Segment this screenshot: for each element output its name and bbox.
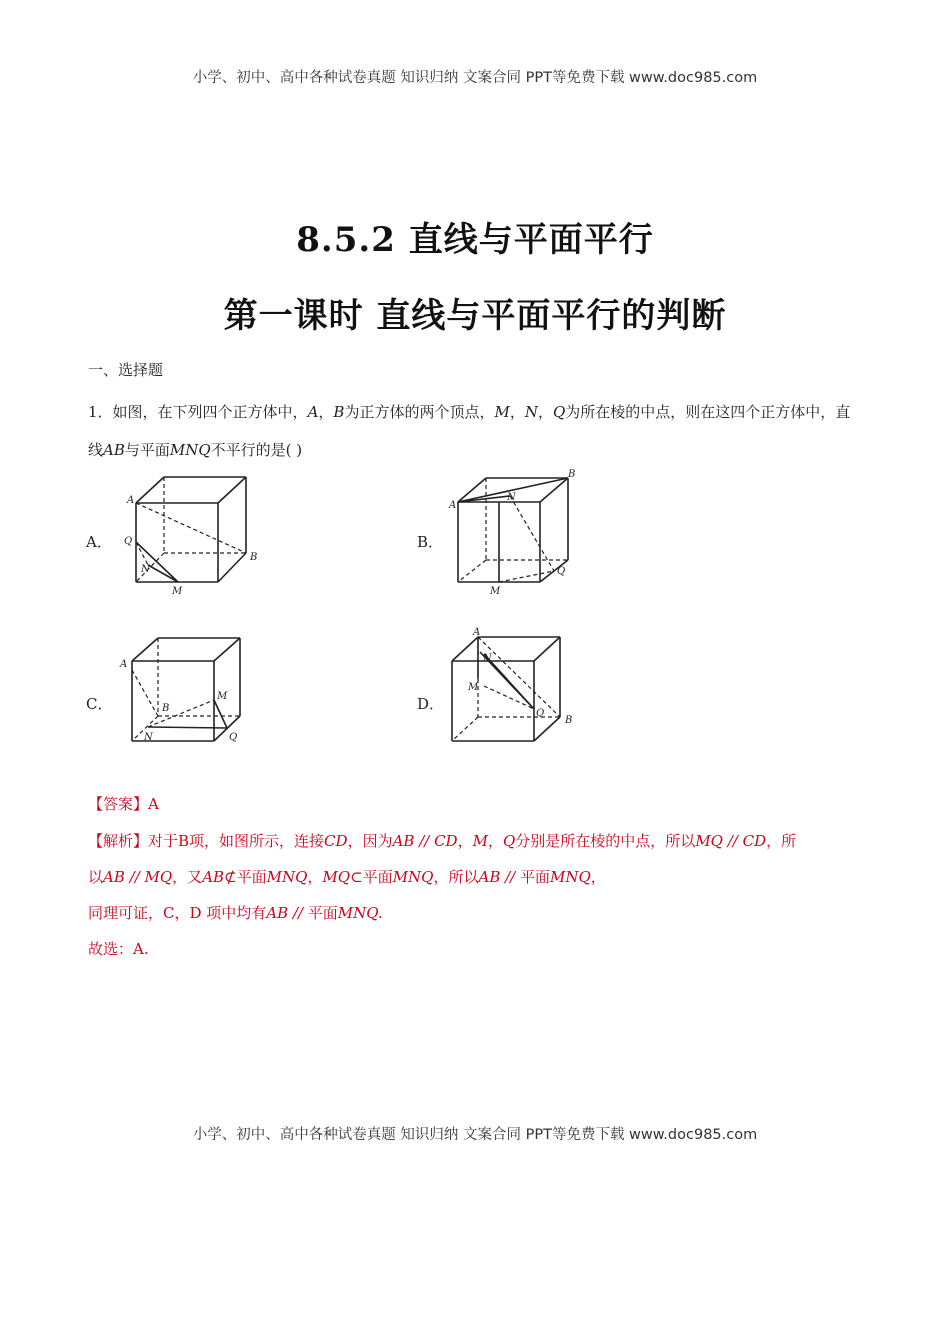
label-b: B <box>162 703 170 714</box>
lesson-title: 8.5.2 直线与平面平行 <box>296 220 654 260</box>
solution-text: 对于B项，如图所示，连接 <box>148 832 325 850</box>
label-m: M <box>490 586 501 597</box>
label-n: N <box>507 492 516 503</box>
solution-text: 平面 <box>519 868 550 886</box>
solution-text: ， <box>590 868 606 886</box>
label-b: B <box>565 715 573 726</box>
math-var: MNQ <box>392 868 434 886</box>
math-var: Q <box>502 832 516 850</box>
label-q: Q <box>124 536 133 547</box>
question-text: ， <box>318 403 334 421</box>
question-text: ， <box>537 403 553 421</box>
solution-text: ， <box>457 832 473 850</box>
solution-line-4: 故选：A. <box>88 940 149 958</box>
solution-text: ，所以 <box>433 868 479 886</box>
question-text: 与平面 <box>124 441 170 459</box>
label-m: M <box>217 691 228 702</box>
math-var: MNQ <box>550 868 591 886</box>
math-expr: MQ // CD <box>695 832 767 850</box>
answer-label: 【答案】 <box>88 795 149 813</box>
label-q: Q <box>229 732 238 743</box>
var-m: M <box>494 403 510 421</box>
label-m: M <box>468 682 479 693</box>
math-expr: AB // <box>478 868 520 886</box>
math-var: M <box>472 832 488 850</box>
section-heading: 一、选择题 <box>88 361 164 379</box>
math-expr: AB // <box>266 904 308 922</box>
label-a: A <box>449 500 457 511</box>
math-var: MNQ <box>266 868 308 886</box>
solution-text: ，因为 <box>347 832 393 850</box>
question-text: 为所在棱的中点，则在这四个正方体中，直线 <box>88 403 851 459</box>
var-n: N <box>524 403 538 421</box>
solution-text: 平面 <box>236 868 267 886</box>
var-ab: AB <box>103 441 125 459</box>
cube-figure-b <box>440 466 590 600</box>
solution-text: 平面 <box>362 868 393 886</box>
math-expr: MQ⊂ <box>322 868 363 886</box>
question-text: 为正方体的两个顶点， <box>344 403 495 421</box>
solution-text: ，所 <box>766 832 797 850</box>
solution-line-1 <box>88 823 868 859</box>
solution-line-2 <box>88 859 868 895</box>
answer-value: A <box>148 795 159 813</box>
page-footer: 小学、初中、高中各种试卷真题 知识归纳 文案合同 PPT等免费下载 www.doc985.com <box>192 1127 758 1143</box>
question-text: 如图，在下列四个正方体中， <box>112 403 308 421</box>
option-d-label: D． <box>417 695 445 713</box>
solution-text: ，又 <box>172 868 203 886</box>
option-b-label: B． <box>417 533 444 551</box>
lesson-subtitle: 第一课时 直线与平面平行的判断 <box>223 296 727 336</box>
solution-label: 【解析】 <box>88 832 149 850</box>
solution-text: 平面 <box>307 904 338 922</box>
label-q: Q <box>557 566 566 577</box>
math-var: MNQ. <box>337 904 383 922</box>
var-b: B <box>333 403 345 421</box>
cube-figure-a <box>118 470 268 604</box>
solution-text: ， <box>307 868 323 886</box>
option-a-label: A． <box>86 533 112 551</box>
label-b: B <box>568 469 576 480</box>
question-1 <box>88 393 864 469</box>
math-expr: AB⊄ <box>202 868 237 886</box>
label-b: B <box>250 552 258 563</box>
math-expr: AB // MQ <box>103 868 173 886</box>
question-number: 1． <box>88 403 113 421</box>
var-a: A <box>307 403 319 421</box>
option-c-label: C． <box>86 695 113 713</box>
math-var: CD <box>324 832 348 850</box>
var-q: Q <box>552 403 566 421</box>
label-a: A <box>473 627 481 638</box>
label-m: M <box>172 586 183 597</box>
label-a: A <box>120 659 128 670</box>
math-expr: AB // CD <box>392 832 458 850</box>
solution-text: 分别是所在棱的中点，所以 <box>515 832 696 850</box>
label-a: A <box>127 495 135 506</box>
question-text: 不平行的是( ) <box>210 441 303 459</box>
solution-text: 同理可证，C，D 项中均有 <box>88 904 267 922</box>
solution-line-3 <box>88 895 868 931</box>
page-header: 小学、初中、高中各种试卷真题 知识归纳 文案合同 PPT等免费下载 www.doc985.com <box>192 70 758 86</box>
cube-figure-d <box>440 624 590 758</box>
solution-text: ， <box>487 832 503 850</box>
solution-text: 以 <box>88 868 104 886</box>
solution-block <box>88 823 868 967</box>
label-n: N <box>141 564 150 575</box>
label-q: Q <box>536 708 545 719</box>
label-n: N <box>483 653 492 664</box>
answer-line <box>88 793 159 814</box>
question-text: ， <box>509 403 525 421</box>
var-mnq: MNQ <box>169 441 211 459</box>
label-n: N <box>144 732 153 743</box>
cube-figure-c <box>118 630 268 764</box>
